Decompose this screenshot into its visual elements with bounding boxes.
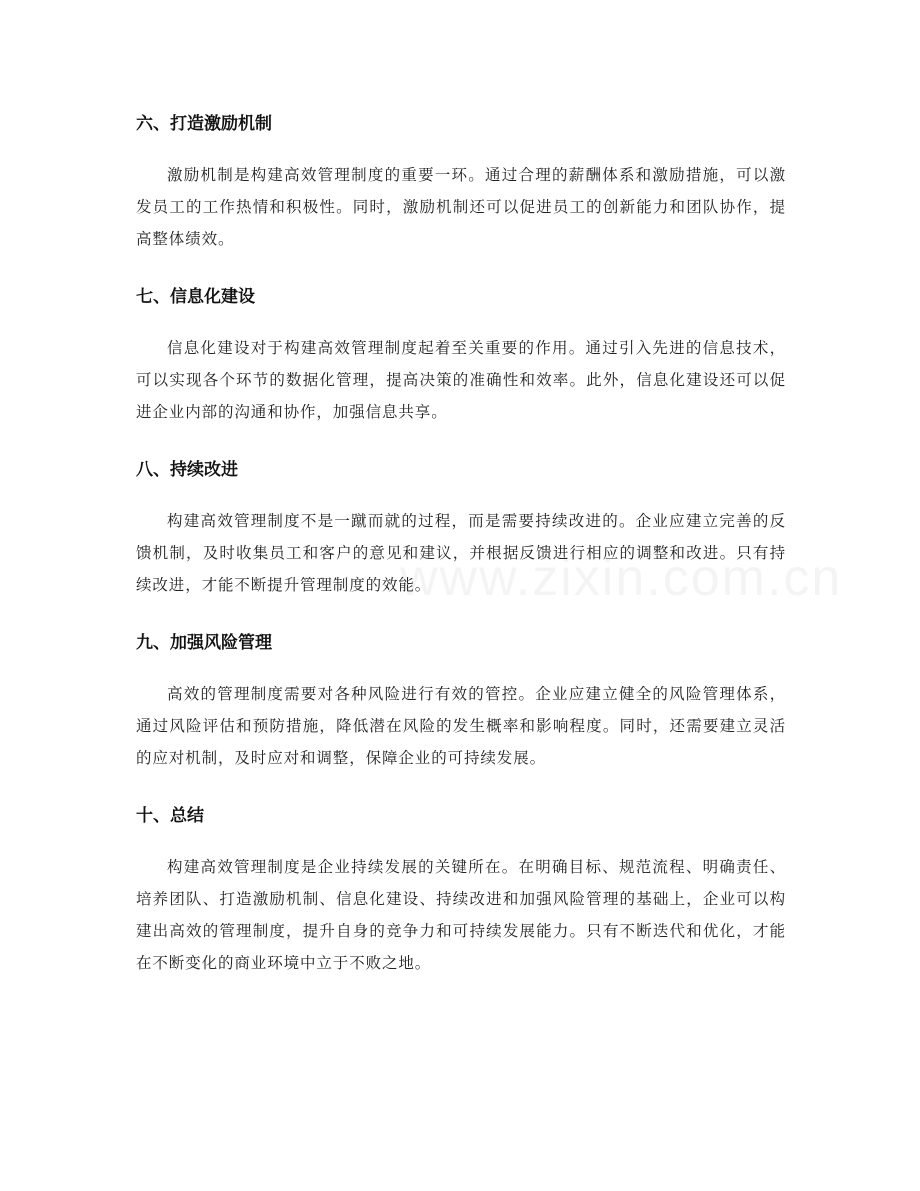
section-paragraph-risk-management: 高效的管理制度需要对各种风险进行有效的管控。企业应建立健全的风险管理体系，通过风险评估和预防措施，降低潜在风险的发生概率和影响程度。同时，还需要建立灵活的应对机制，及时应对和调整，保障企业的可持续发展。	[136, 685, 786, 767]
section-heading-incentive: 六、打造激励机制	[136, 114, 272, 134]
section-paragraph-incentive: 激励机制是构建高效管理制度的重要一环。通过合理的薪酬体系和激励措施，可以激发员工的工作热情和积极性。同时，激励机制还可以促进员工的创新能力和团队协作，提高整体绩效。	[136, 166, 786, 248]
section-paragraph-continuous-improvement: 构建高效管理制度不是一蹴而就的过程，而是需要持续改进的。企业应建立完善的反馈机制，及时收集员工和客户的意见和建议，并根据反馈进行相应的调整和改进。只有持续改进，才能不断提升管理制度的效能。	[136, 512, 786, 594]
section-paragraph-summary: 构建高效管理制度是企业持续发展的关键所在。在明确目标、规范流程、明确责任、培养团队、打造激励机制、信息化建设、持续改进和加强风险管理的基础上，企业可以构建出高效的管理制度，提升自身的竞争力和可持续发展能力。只有不断迭代和优化，才能在不断变化的商业环境中立于不败之地。	[136, 858, 786, 972]
section-heading-continuous-improvement: 八、持续改进	[136, 460, 238, 480]
section-heading-summary: 十、总结	[136, 806, 204, 826]
section-paragraph-informatization: 信息化建设对于构建高效管理制度起着至关重要的作用。通过引入先进的信息技术，可以实现各个环节的数据化管理，提高决策的准确性和效率。此外，信息化建设还可以促进企业内部的沟通和协作，加强信息共享。	[136, 339, 786, 421]
section-heading-informatization: 七、信息化建设	[136, 287, 255, 307]
section-heading-risk-management: 九、加强风险管理	[136, 633, 272, 653]
